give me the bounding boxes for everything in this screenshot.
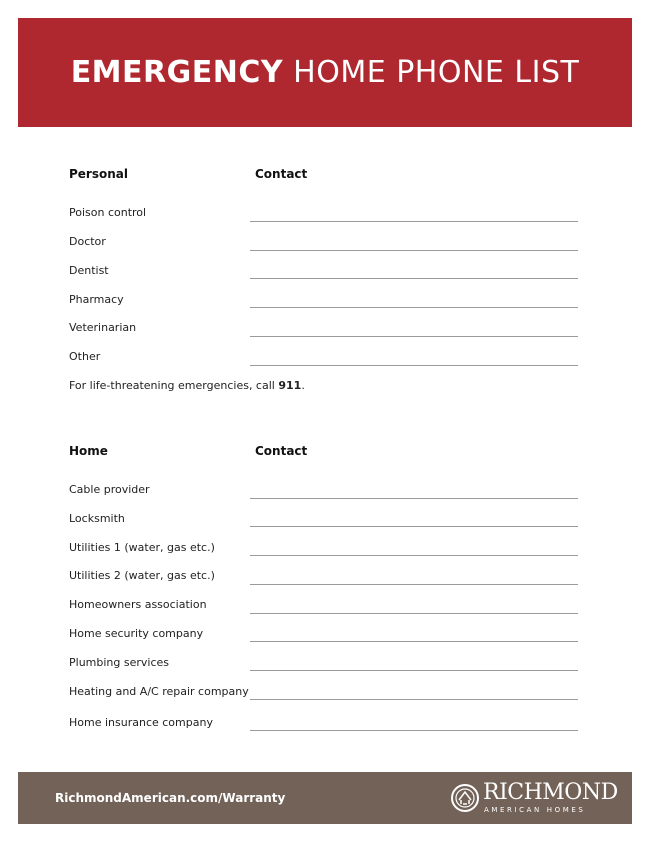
veterinarian-line[interactable] [250,336,578,337]
utilities-2-label: Utilities 2 (water, gas etc.) [69,569,215,582]
utilities-1-line[interactable] [250,555,578,556]
home-insurance-label: Home insurance company [69,716,213,729]
title-bold: EMERGENCY [70,55,284,90]
title-banner [18,18,632,127]
homeowners-association-line[interactable] [250,613,578,614]
doctor-line[interactable] [250,250,578,251]
logo-wordmark: RICHMOND [483,780,618,805]
note-suffix: . [301,379,305,392]
home-heading: Home [69,444,108,458]
locksmith-line[interactable] [250,526,578,527]
cable-provider-label: Cable provider [69,483,150,496]
heating-ac-label: Heating and A/C repair company [69,685,249,698]
home-contact-heading: Contact [255,444,308,458]
veterinarian-label: Veterinarian [69,321,137,334]
poison-control-label: Poison control [69,206,147,219]
utilities-2-line[interactable] [250,584,578,585]
richmond-logo [450,781,620,817]
dentist-label: Dentist [69,264,109,277]
footer-bar [18,772,632,824]
cable-provider-line[interactable] [250,498,578,499]
pharmacy-label: Pharmacy [69,293,124,306]
warranty-link[interactable]: RichmondAmerican.com/Warranty [55,791,286,805]
personal-heading: Personal [69,167,128,181]
page-title [71,55,580,90]
title-rest: HOME PHONE LIST [293,55,580,90]
plumbing-line[interactable] [250,670,578,671]
home-security-line[interactable] [250,641,578,642]
home-security-label: Home security company [69,627,204,640]
lion-crest-icon [450,783,480,813]
dentist-line[interactable] [250,278,578,279]
heating-ac-line[interactable] [250,699,578,700]
doctor-label: Doctor [69,235,106,248]
pharmacy-line[interactable] [250,307,578,308]
locksmith-label: Locksmith [69,512,125,525]
plumbing-label: Plumbing services [69,656,169,669]
note-number: 911 [278,379,302,392]
other-label: Other [69,350,101,363]
personal-contact-heading: Contact [255,167,308,181]
emergency-note [69,379,305,392]
other-line[interactable] [250,365,578,366]
utilities-1-label: Utilities 1 (water, gas etc.) [69,541,215,554]
home-insurance-line[interactable] [250,730,578,731]
note-prefix: For life-threatening emergencies, call [69,379,279,392]
logo-subtitle: AMERICAN HOMES [484,806,586,814]
homeowners-association-label: Homeowners association [69,598,207,611]
poison-control-line[interactable] [250,221,578,222]
